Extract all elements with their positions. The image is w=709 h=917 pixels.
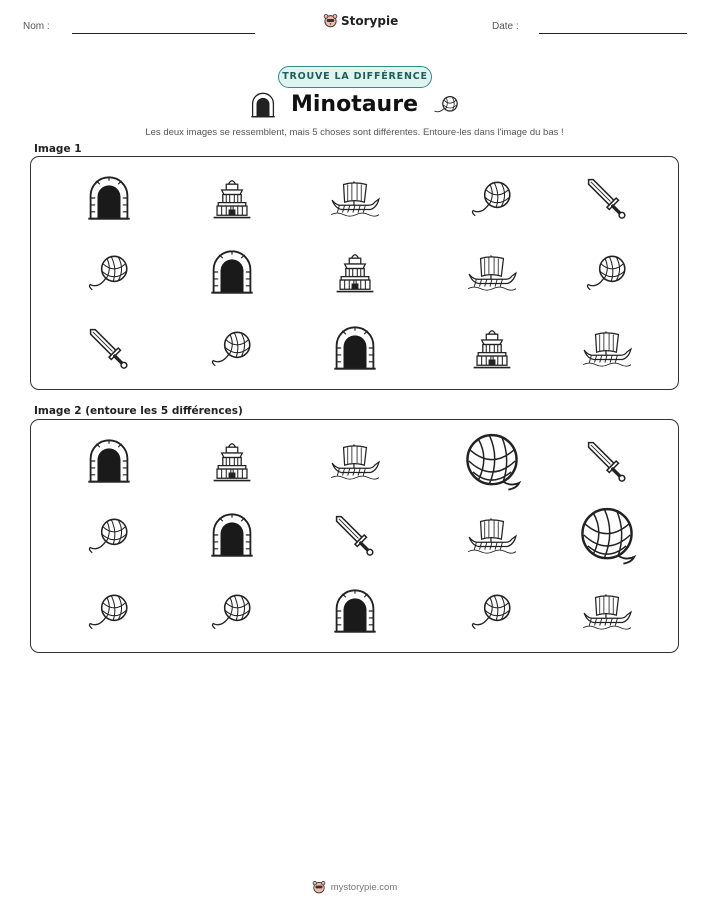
- date-label: Date :: [492, 21, 519, 32]
- sword-icon: [86, 325, 132, 371]
- image1-label: Image 1: [34, 143, 82, 155]
- yarn-ball-icon: [469, 175, 515, 221]
- title-yarn-ball-icon: [432, 93, 462, 117]
- yarn-ball-icon: [584, 249, 630, 295]
- yarn-ball-icon[interactable]: [86, 588, 132, 634]
- temple-icon: [209, 175, 255, 221]
- yarn-ball-icon: [86, 249, 132, 295]
- yarn-ball-icon-large[interactable]: [462, 431, 522, 491]
- door-icon[interactable]: [209, 512, 255, 558]
- yarn-ball-icon[interactable]: [469, 588, 515, 634]
- door-icon[interactable]: [86, 438, 132, 484]
- date-line[interactable]: [539, 33, 687, 34]
- footer: [0, 880, 709, 894]
- ship-icon: [581, 322, 633, 374]
- ship-icon[interactable]: [466, 509, 518, 561]
- yarn-ball-icon[interactable]: [209, 588, 255, 634]
- sword-icon[interactable]: [332, 512, 378, 558]
- image2-label: Image 2 (entoure les 5 différences): [34, 405, 243, 417]
- temple-icon: [332, 249, 378, 295]
- ship-icon[interactable]: [581, 585, 633, 637]
- ship-icon: [329, 172, 381, 224]
- name-label: Nom :: [23, 21, 50, 32]
- activity-badge: TROUVE LA DIFFÉRENCE: [278, 66, 432, 88]
- door-icon: [332, 325, 378, 371]
- storypie-mascot-icon: [323, 13, 338, 28]
- yarn-ball-icon-large[interactable]: [577, 505, 637, 565]
- image2-panel[interactable]: [30, 419, 679, 653]
- brand-name: Storypie: [341, 13, 399, 28]
- yarn-ball-icon: [209, 325, 255, 371]
- temple-icon: [469, 325, 515, 371]
- name-line[interactable]: [72, 33, 255, 34]
- door-icon[interactable]: [332, 588, 378, 634]
- sword-icon[interactable]: [584, 438, 630, 484]
- ship-icon[interactable]: [329, 435, 381, 487]
- yarn-ball-icon[interactable]: [86, 512, 132, 558]
- door-icon: [86, 175, 132, 221]
- image1-panel: [30, 156, 679, 390]
- instructions-text: Les deux images se ressemblent, mais 5 choses sont différentes. Entoure-les dans l'image du bas !: [145, 127, 564, 138]
- sword-icon: [584, 175, 630, 221]
- door-icon: [209, 249, 255, 295]
- footer-mascot-icon: [312, 880, 326, 894]
- page-title: Minotaure: [290, 92, 418, 117]
- ship-icon: [466, 246, 518, 298]
- brand-logo: [323, 13, 398, 28]
- footer-site[interactable]: mystorypie.com: [330, 881, 398, 893]
- temple-icon[interactable]: [209, 438, 255, 484]
